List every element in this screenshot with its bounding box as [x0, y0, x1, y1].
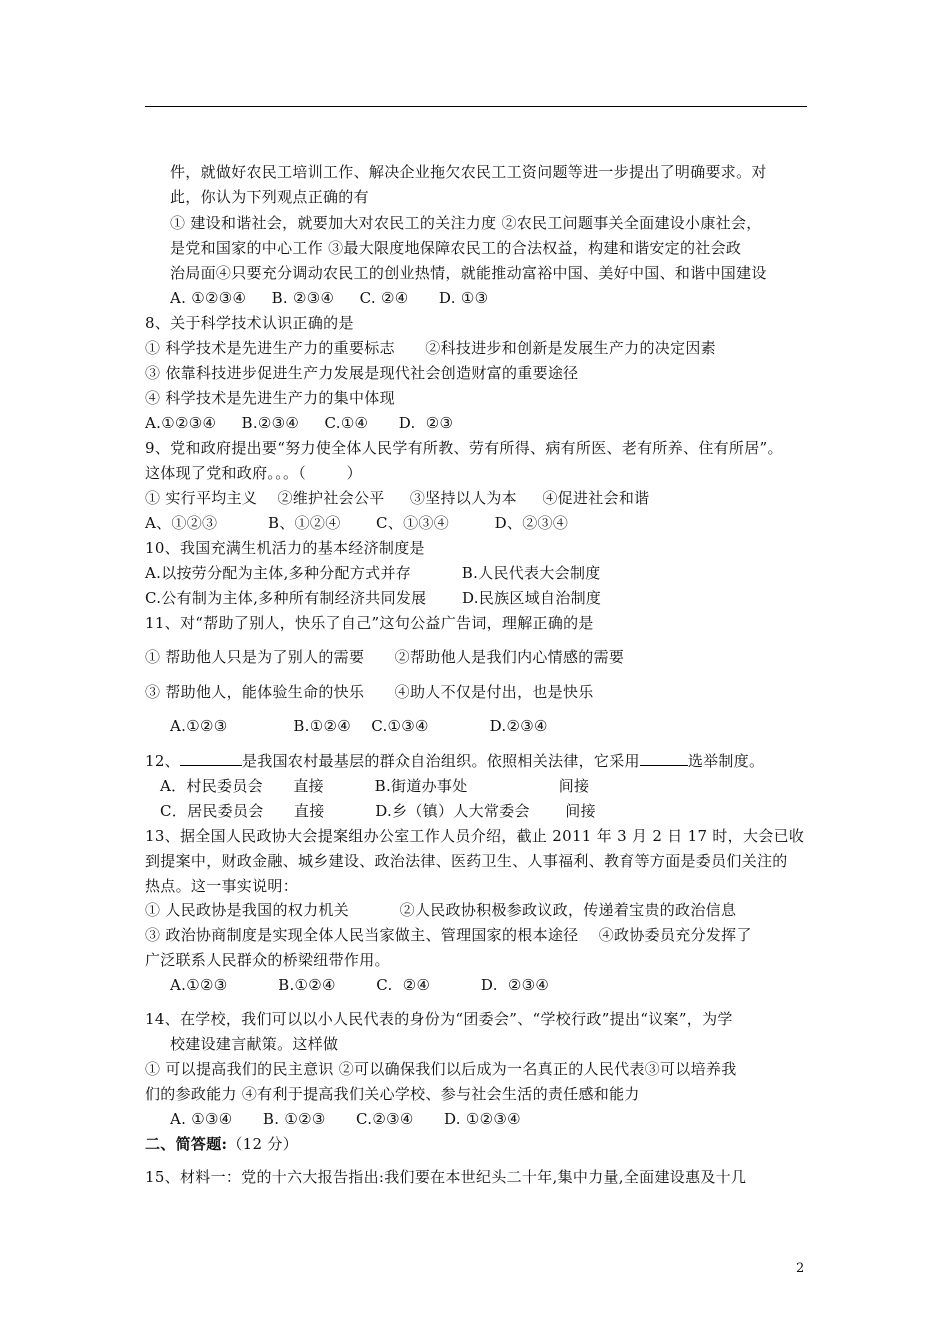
q12-number: 12、 [145, 752, 180, 770]
q8-statement-2: ③ 依靠科技进步促进生产力发展是现代社会创造财富的重要途径 [145, 364, 579, 382]
q12-options-1: A．村民委员会 直接 B.街道办事处 间接 [160, 777, 590, 795]
q14-stem-1: 14、在学校，我们可以以小人民代表的身份为“团委会”、“学校行政”提出“议案”，为学 [145, 1010, 733, 1028]
q14-stem-2: 校建设建言献策。这样做 [170, 1035, 339, 1053]
q8-stem: 8、关于科学技术认识正确的是 [145, 314, 354, 332]
section-2-score: （12 分） [227, 1135, 298, 1153]
q7-line-1: 件，就做好农民工培训工作、解决企业拖欠农民工工资问题等进一步提出了明确要求。对 [170, 163, 767, 181]
q13-statement-2: ③ 政治协商制度是实现全体人民当家做主、管理国家的根本途径 ④政协委员充分发挥了 [145, 926, 752, 944]
q11-statement-1: ① 帮助他人只是为了别人的需要 ②帮助他人是我们内心情感的需要 [145, 648, 625, 666]
q13-stem-3: 热点。这一事实说明： [145, 877, 299, 895]
q10-options-1: A.以按劳分配为主体,多种分配方式并存 B.人民代表大会制度 [145, 564, 601, 582]
q11-statement-2: ③ 帮助他人，能体验生命的快乐 ④助人不仅是付出，也是快乐 [145, 683, 594, 701]
q9-statements: ① 实行平均主义 ②维护社会公平 ③坚持以人为本 ④促进社会和谐 [145, 489, 650, 507]
q12-blank-2 [640, 751, 688, 766]
q12-options-2: C．居民委员会 直接 D.乡（镇）人大常委会 间接 [160, 802, 596, 820]
section-2-title: 二、简答题: [145, 1135, 228, 1153]
q14-options: A. ①③④ B. ①②③ C.②③④ D. ①②③④ [170, 1110, 521, 1128]
header-rule [145, 106, 807, 107]
q8-statement-1: ① 科学技术是先进生产力的重要标志 ②科技进步和创新是发展生产力的决定因素 [145, 339, 716, 357]
q8-options: A.①②③④ B.②③④ C.①④ D. ②③ [145, 414, 454, 432]
q11-options: A.①②③ B.①②④ C.①③④ D.②③④ [170, 717, 548, 735]
q15-line-1: 15、材料一：党的十六大报告指出:我们要在本世纪头二十年,集中力量,全面建设惠及十几 [145, 1168, 747, 1186]
q13-stem-2: 到提案中，财政金融、城乡建设、政治法律、医药卫生、人事福利、教育等方面是委员们关注的 [145, 852, 788, 870]
q12-stem [145, 751, 764, 771]
q11-stem: 11、对“帮助了别人，快乐了自己”这句公益广告词，理解正确的是 [145, 614, 594, 632]
q12-stem-end: 选举制度。 [687, 752, 765, 770]
q9-options: A、①②③ B、①②④ C、①③④ D、②③④ [145, 514, 569, 532]
q7-statement-1: ① 建设和谐社会，就要加大对农民工的关注力度 ②农民工问题事关全面建设小康社会， [170, 214, 762, 232]
q14-statement-1: ① 可以提高我们的民主意识 ②可以确保我们以后成为一名真正的人民代表③可以培养我 [145, 1060, 737, 1078]
q9-stem-1: 9、党和政府提出要“努力使全体人民学有所教、劳有所得、病有所医、老有所养、住有所居”。 [145, 439, 783, 457]
q13-statement-3: 广泛联系人民群众的桥梁纽带作用。 [145, 951, 390, 969]
q7-statement-3: 治局面④只要充分调动农民工的创业热情，就能推动富裕中国、美好中国、和谐中国建设 [170, 264, 767, 282]
q7-options: A. ①②③④ B. ②③④ C. ②④ D. ①③ [170, 289, 489, 307]
q9-stem-2: 这体现了党和政府。。。（ ） [145, 464, 362, 482]
q8-statement-3: ④ 科学技术是先进生产力的集中体现 [145, 389, 395, 407]
q12-stem-text: 是我国农村最基层的群众自治组织。依照相关法律，它采用 [242, 752, 640, 770]
page-number: 2 [796, 1261, 805, 1276]
q13-stem-1: 13、据全国人民政协大会提案组办公室工作人员介绍，截止 2011 年 3 月 2 日 17 时，大会已收 [145, 827, 805, 845]
section-2-heading [145, 1134, 298, 1154]
q12-blank-1 [180, 751, 242, 766]
q10-stem: 10、我国充满生机活力的基本经济制度是 [145, 539, 425, 557]
q7-statement-2: 是党和国家的中心工作 ③最大限度地保障农民工的合法权益，构建和谐安定的社会政 [170, 239, 742, 257]
q13-statement-1: ① 人民政协是我国的权力机关 ②人民政协积极参政议政，传递着宝贵的政治信息 [145, 901, 737, 919]
q10-options-2: C.公有制为主体,多种所有制经济共同发展 D.民族区域自治制度 [145, 589, 602, 607]
q13-options: A.①②③ B.①②④ C. ②④ D. ②③④ [170, 976, 550, 994]
q14-statement-2: 们的参政能力 ④有利于提高我们关心学校、参与社会生活的责任感和能力 [145, 1085, 640, 1103]
q7-line-2: 此，你认为下列观点正确的有 [170, 188, 369, 206]
